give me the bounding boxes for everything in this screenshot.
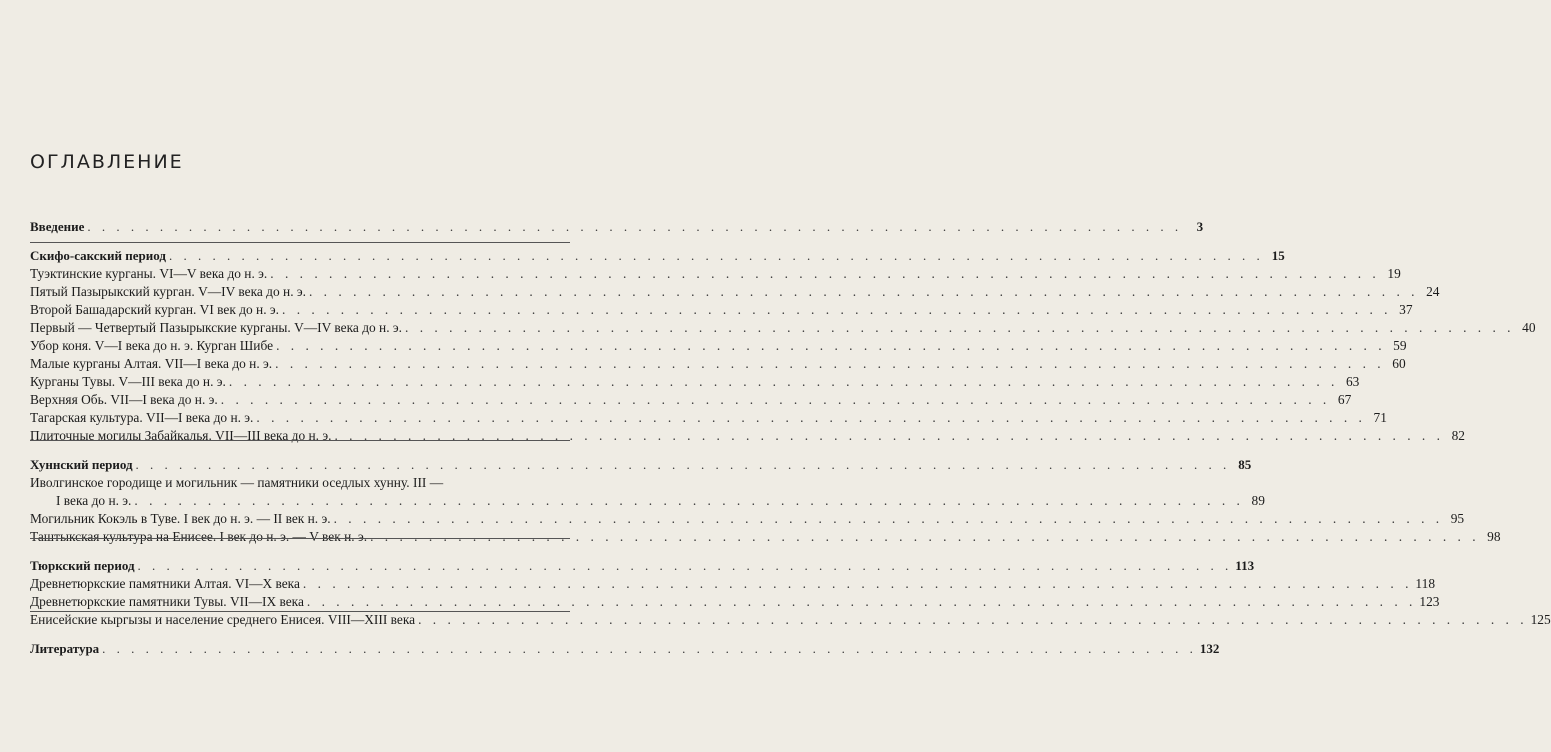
toc-page-number: 71 xyxy=(1373,410,1387,425)
toc-page-number: 15 xyxy=(1271,248,1285,263)
toc-entry-text: Пятый Пазырыкский курган. V—IV века до н. э. xyxy=(30,284,306,299)
toc-entry xyxy=(30,391,1352,409)
toc-entry xyxy=(30,337,1407,355)
toc-page-number: 59 xyxy=(1393,338,1407,353)
toc-page-number: 125 xyxy=(1530,612,1551,627)
dot-leader xyxy=(169,247,1264,265)
toc-entry xyxy=(30,301,1413,319)
dot-leader xyxy=(276,337,1386,355)
dot-leader xyxy=(221,391,1331,409)
toc-entry-text: Литература xyxy=(30,641,100,656)
toc-entry xyxy=(30,474,570,492)
toc-entry xyxy=(30,373,1360,391)
toc-page-number: 89 xyxy=(1251,493,1265,508)
toc-entry-text: Тагарская культура. VII—I века до н. э. xyxy=(30,410,254,425)
toc-page-number: 37 xyxy=(1399,302,1413,317)
dot-leader xyxy=(87,218,1182,236)
section-divider xyxy=(30,611,570,612)
toc-page-number: 98 xyxy=(1487,529,1501,544)
dot-leader xyxy=(309,283,1419,301)
dot-leader xyxy=(370,528,1480,546)
toc-entry-text: Второй Башадарский курган. VI век до н. э. xyxy=(30,302,280,317)
dot-leader xyxy=(275,355,1385,373)
dot-leader xyxy=(102,640,1197,658)
toc-entry-text: Таштыкская культура на Енисее. I век до н. э. — V век н. э. xyxy=(30,529,368,544)
toc-entry xyxy=(30,528,1501,546)
toc-entry-text: Первый — Четвертый Пазырыкские курганы. V—IV века до н. э. xyxy=(30,320,403,335)
dot-leader xyxy=(229,373,1339,391)
toc-entry-text: Могильник Кокэль в Туве. I век до н. э. — II век н. э. xyxy=(30,511,331,526)
toc-entry-text: Туэктинские курганы. VI—V века до н. э. xyxy=(30,266,268,281)
toc-page-number: 40 xyxy=(1522,320,1536,335)
toc-page-number: 24 xyxy=(1426,284,1440,299)
toc-entry-text: Убор коня. V—I века до н. э. Курган Шибе xyxy=(30,338,274,353)
toc-entry xyxy=(30,355,1406,373)
table-of-contents xyxy=(30,218,1551,658)
toc-entry xyxy=(30,409,1387,427)
toc-entry-text: Верхняя Обь. VII—I века до н. э. xyxy=(30,392,218,407)
toc-entry-text: Иволгинское городище и могильник — памятники оседлых хунну. III — xyxy=(30,475,444,490)
toc-entry xyxy=(30,611,1551,629)
page-title: ОГЛАВЛЕНИЕ xyxy=(30,151,184,173)
toc-entry xyxy=(30,319,1536,337)
toc-entry-text: Введение xyxy=(30,219,85,234)
toc-page-number: 132 xyxy=(1199,641,1220,656)
toc-section-literature xyxy=(30,640,1220,658)
toc-entry-text: Курганы Тувы. V—III века до н. э. xyxy=(30,374,226,389)
toc-page-number: 3 xyxy=(1196,219,1204,234)
section-divider xyxy=(30,538,570,539)
section-divider xyxy=(30,242,570,243)
dot-leader xyxy=(282,301,1392,319)
dot-leader xyxy=(307,593,1417,611)
dot-leader xyxy=(334,510,1444,528)
dot-leader xyxy=(138,557,1233,575)
toc-entry-text: I века до н. э. xyxy=(56,493,132,508)
toc-page-number: 113 xyxy=(1235,558,1255,573)
dot-leader xyxy=(418,611,1528,629)
toc-entry-text: Малые курганы Алтая. VII—I века до н. э. xyxy=(30,356,273,371)
toc-page-number: 60 xyxy=(1392,356,1406,371)
toc-page-number: 85 xyxy=(1238,457,1252,472)
toc-entry xyxy=(30,265,1401,283)
dot-leader xyxy=(334,427,1444,445)
toc-entry xyxy=(30,427,1465,445)
toc-section-introduction xyxy=(30,218,1204,236)
dot-leader xyxy=(256,409,1366,427)
toc-section-turkic xyxy=(30,557,1255,575)
toc-entry xyxy=(30,575,1436,593)
dot-leader xyxy=(405,319,1515,337)
toc-entry-continuation xyxy=(30,492,1265,510)
toc-entry xyxy=(30,593,1440,611)
toc-section-scythian xyxy=(30,247,1285,265)
toc-entry-text: Древнетюркские памятники Алтая. VI—X века xyxy=(30,576,300,591)
toc-page-number: 95 xyxy=(1450,511,1465,526)
toc-entry-text: Тюркский период xyxy=(30,558,135,573)
toc-section-hunnic xyxy=(30,456,1252,474)
dot-leader xyxy=(134,492,1244,510)
toc-entry-text: Скифо-сакский период xyxy=(30,248,166,263)
dot-leader xyxy=(303,575,1413,593)
toc-entry-text: Плиточные могилы Забайкалья. VII—III века до н. э. xyxy=(30,428,332,443)
dot-leader xyxy=(136,456,1231,474)
toc-entry xyxy=(30,510,1465,528)
toc-entry-text: Хуннский период xyxy=(30,457,133,472)
section-divider xyxy=(30,440,570,441)
toc-page-number: 118 xyxy=(1415,576,1436,591)
toc-page-number: 63 xyxy=(1345,374,1360,389)
toc-entry xyxy=(30,283,1440,301)
toc-page-number: 82 xyxy=(1451,428,1465,443)
toc-entry-text: Древнетюркские памятники Тувы. VII—IX века xyxy=(30,594,304,609)
toc-entry-text: Енисейские кыргызы и население среднего Енисея. VIII—XIII века xyxy=(30,612,416,627)
dot-leader xyxy=(270,265,1380,283)
toc-page-number: 67 xyxy=(1337,392,1352,407)
toc-page-number: 123 xyxy=(1419,594,1440,609)
toc-page-number: 19 xyxy=(1387,266,1401,281)
